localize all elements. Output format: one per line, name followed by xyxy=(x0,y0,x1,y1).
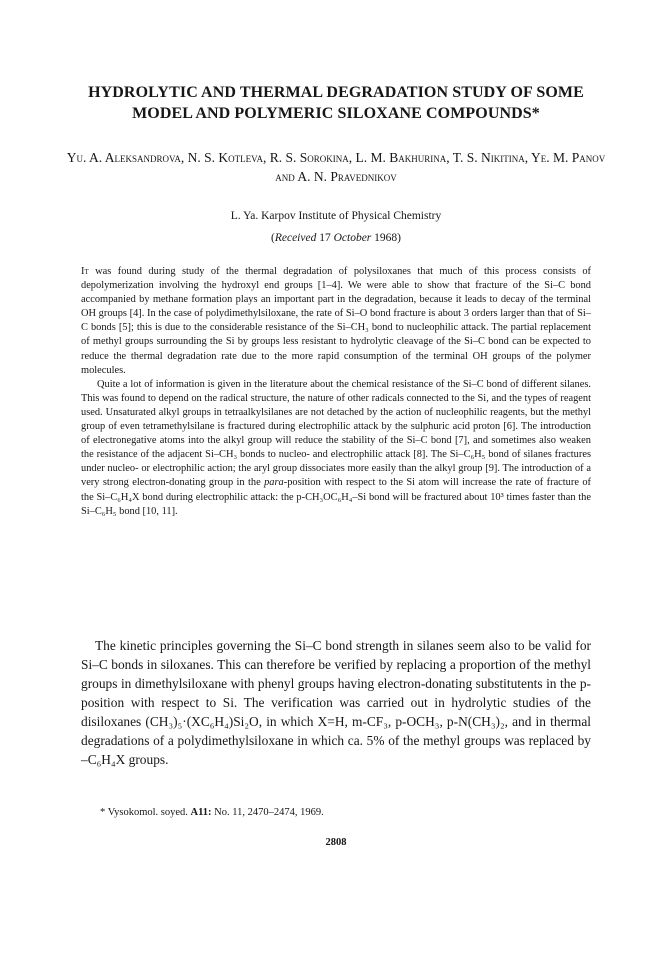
received-year: 1968) xyxy=(371,232,401,244)
article-title: HYDROLYTIC AND THERMAL DEGRADATION STUDY OF SOME MODEL AND POLYMERIC SILOXANE COMPOUNDS* xyxy=(88,84,584,122)
received-label: Received xyxy=(274,232,317,244)
footnote-source: Vysokomol. soyed. xyxy=(107,807,191,818)
received-date xyxy=(60,230,612,246)
abstract-paragraph-2 xyxy=(81,378,591,519)
footnote xyxy=(100,806,590,820)
abstract xyxy=(81,265,591,519)
abstract-p1-text: was found during study of the thermal degradation of polysiloxanes that much of this process consists of depolymerization involving the hydroxyl end groups [1–4]. We were able to show that fracture of the Si–C bond accompanied by methane formation plays an important part in the degradation, because it leads to decay of the terminal OH groups [4]. In the case of polydimethylsiloxane, the rate of Si–O bond fracture is about 3 orders larger than that of Si–C bonds [5]; this is due to the considerable resistance of the Si–CH₃ bond to nucleophilic attack. The partial replacement of methyl groups surrounding the Si by groups less resistant to hydrolytic cleavage of the Si–C bond can be expected to reduce the thermal degradation rate due to the more rapid consumption of the terminal OH groups of the polymer molecules. xyxy=(81,266,591,376)
footnote-volume: A11: xyxy=(190,807,212,818)
abstract-p2-para: para xyxy=(264,477,284,489)
abstract-paragraph-1 xyxy=(81,265,591,378)
abstract-p2-text2: -position with respect to the Si atom will increase the rate of fracture of the Si–C₆H₄X bond during electrophilic attack: the p-CH₃OC₆H₄–Si bond will be fractured about 10³ times faster than the Si–C₆H₅ bond [10, 11]. xyxy=(81,477,591,517)
abstract-p2-text: Quite a lot of information is given in the literature about the chemical resistance of the Si–C bond of different silanes. This was found to depend on the radical structure, the nature of other radicals connected to the Si, and the types of reagent used. Unsaturated alkyl groups in tetraalkylsilanes are not detached by the action of nucleophilic reagents, but the methyl group of even tetramethylsilane is fractured during electrophilic attack by the sulphuric acid proton [6]. The introduction of electronegative atoms into the alkyl group will reduce the stability of the Si–C bond [7], and sometimes also weaken the resistance of the adjacent Si–CH₃ bonds to nucleo- and electrophilic attack [8]. The Si–C₆H₅ bond of silanes fractures under nucleo- or electrophilic action; the aryl group dissociates more easily than the alkyl group [9]. The introduction of a very strong electron-donating group in the xyxy=(81,378,591,489)
page-number: 2808 xyxy=(325,837,347,848)
abstract-lead-word: It xyxy=(81,266,89,277)
affiliation: L. Ya. Karpov Institute of Physical Chemistry xyxy=(230,210,442,222)
footnote-marker: * xyxy=(100,807,108,818)
received-day: 17 xyxy=(316,232,334,244)
main-paragraph: The kinetic principles governing the Si–C bond strength in silanes seem also to be valid for Si–C bonds in siloxanes. This can therefore be verified by replacing a proportion of the methyl groups in dimethylsiloxane with phenyl groups having electron-donating substitutents in the p-position with respect to Si. The verification was carried out in hydrolytic studies of the disiloxanes (CH₃)₅·(XC₆H₄)Si₂O, in which X=H, m-CF₃, p-OCH₃, p-N(CH₃)₂, and in thermal degradations of a polydimethylsiloxane in which ca. 5% of the methyl groups was replaced by –C₆H₄X groups. xyxy=(81,638,591,767)
received-prefix: ( xyxy=(271,232,275,244)
footnote-details: No. 11, 2470–2474, 1969. xyxy=(211,807,324,818)
received-month: October xyxy=(333,232,372,244)
author-list: Yu. A. Aleksandrova, N. S. Kotleva, R. S. Sorokina, L. M. Bakhurina, T. S. Nikitina, Ye. M. Panov and A. N. Pravednikov xyxy=(66,150,606,184)
